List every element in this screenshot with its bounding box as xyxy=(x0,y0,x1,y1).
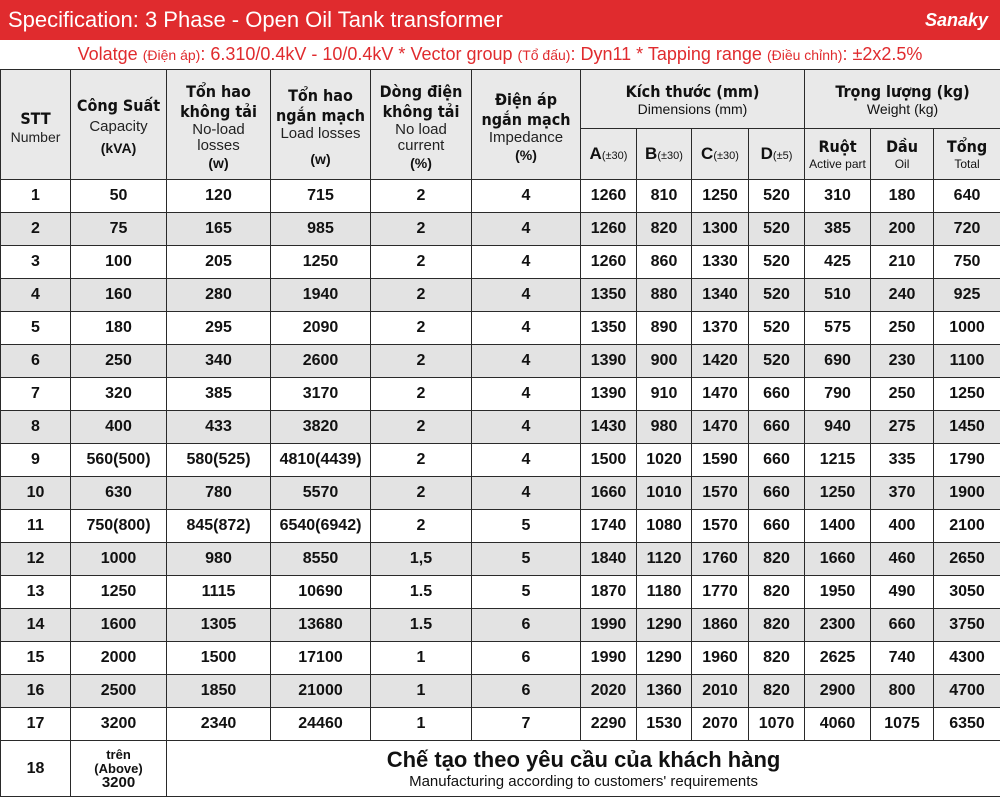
cell-weight-oil: 370 xyxy=(871,477,934,510)
table-row-custom xyxy=(1,741,1000,797)
cell-dim-c: 1370 xyxy=(692,312,749,345)
cell-load-losses: 2090 xyxy=(271,312,371,345)
cell-load-losses: 13680 xyxy=(271,609,371,642)
cell-stt: 8 xyxy=(1,411,71,444)
cell-dim-d: 520 xyxy=(749,279,805,312)
cell-weight-total: 750 xyxy=(934,246,1000,279)
cell-stt: 18 xyxy=(1,741,71,797)
header-dim-c: C(±30) xyxy=(692,129,749,180)
cell-dim-a: 1260 xyxy=(581,180,637,213)
cell-dim-d: 820 xyxy=(749,543,805,576)
cell-weight-oil: 660 xyxy=(871,609,934,642)
cell-dim-d: 1070 xyxy=(749,708,805,741)
cell-stt: 4 xyxy=(1,279,71,312)
cell-dim-b: 1120 xyxy=(637,543,692,576)
header-weight-active: Ruột Active part xyxy=(805,129,871,180)
cell-stt: 9 xyxy=(1,444,71,477)
cell-load-losses: 1250 xyxy=(271,246,371,279)
cell-dim-d: 520 xyxy=(749,345,805,378)
cell-noload-losses: 120 xyxy=(167,180,271,213)
cell-dim-b: 1020 xyxy=(637,444,692,477)
cell-stt: 2 xyxy=(1,213,71,246)
cell-dim-c: 1570 xyxy=(692,477,749,510)
cell-weight-oil: 180 xyxy=(871,180,934,213)
cell-weight-total: 6350 xyxy=(934,708,1000,741)
cell-weight-oil: 740 xyxy=(871,642,934,675)
cell-noload-losses: 980 xyxy=(167,543,271,576)
cell-noload-current: 2 xyxy=(371,180,472,213)
cell-stt: 17 xyxy=(1,708,71,741)
cell-dim-a: 1260 xyxy=(581,246,637,279)
cell-weight-total: 640 xyxy=(934,180,1000,213)
cell-dim-d: 820 xyxy=(749,576,805,609)
cell-dim-c: 2010 xyxy=(692,675,749,708)
cell-dim-a: 2290 xyxy=(581,708,637,741)
cell-dim-d: 520 xyxy=(749,213,805,246)
title-bar xyxy=(0,0,1000,40)
cell-weight-oil: 230 xyxy=(871,345,934,378)
cell-capacity: 1250 xyxy=(71,576,167,609)
custom-manufacturing-note: Chế tạo theo yêu cầu của khách hàng Manufacturing according to customers' requirements xyxy=(167,741,1000,797)
voltage-label: Volatge xyxy=(78,44,138,64)
cell-weight-active: 1400 xyxy=(805,510,871,543)
cell-weight-active: 310 xyxy=(805,180,871,213)
cell-dim-c: 2070 xyxy=(692,708,749,741)
voltage-vn: (Điện áp) xyxy=(143,47,201,63)
cell-impedance: 7 xyxy=(472,708,581,741)
cell-noload-current: 1 xyxy=(371,675,472,708)
cell-load-losses: 17100 xyxy=(271,642,371,675)
cell-noload-losses: 1850 xyxy=(167,675,271,708)
cell-dim-c: 1590 xyxy=(692,444,749,477)
cell-noload-losses: 385 xyxy=(167,378,271,411)
header-impedance: Điện áp ngắn mạch Impedance (%) xyxy=(472,70,581,180)
cell-dim-d: 660 xyxy=(749,378,805,411)
cell-dim-d: 820 xyxy=(749,642,805,675)
cell-dim-a: 1390 xyxy=(581,345,637,378)
cell-impedance: 4 xyxy=(472,477,581,510)
cell-load-losses: 3820 xyxy=(271,411,371,444)
cell-capacity: 560(500) xyxy=(71,444,167,477)
table-row xyxy=(1,708,1000,741)
cell-dim-d: 520 xyxy=(749,246,805,279)
cell-dim-a: 1840 xyxy=(581,543,637,576)
cell-noload-current: 2 xyxy=(371,444,472,477)
cell-capacity: 160 xyxy=(71,279,167,312)
cell-weight-active: 425 xyxy=(805,246,871,279)
cell-load-losses: 2600 xyxy=(271,345,371,378)
cell-load-losses: 10690 xyxy=(271,576,371,609)
cell-dim-b: 980 xyxy=(637,411,692,444)
table-row xyxy=(1,444,1000,477)
cell-dim-b: 1180 xyxy=(637,576,692,609)
cell-dim-a: 1740 xyxy=(581,510,637,543)
cell-noload-current: 2 xyxy=(371,279,472,312)
cell-load-losses: 21000 xyxy=(271,675,371,708)
table-row xyxy=(1,576,1000,609)
cell-dim-a: 1990 xyxy=(581,609,637,642)
cell-dim-a: 2020 xyxy=(581,675,637,708)
cell-weight-total: 4300 xyxy=(934,642,1000,675)
cell-weight-active: 1250 xyxy=(805,477,871,510)
cell-dim-b: 810 xyxy=(637,180,692,213)
cell-dim-b: 1530 xyxy=(637,708,692,741)
cell-noload-losses: 2340 xyxy=(167,708,271,741)
table-row xyxy=(1,180,1000,213)
header-dim-d: D(±5) xyxy=(749,129,805,180)
cell-impedance: 5 xyxy=(472,576,581,609)
cell-capacity: 2000 xyxy=(71,642,167,675)
cell-impedance: 4 xyxy=(472,378,581,411)
cell-noload-current: 2 xyxy=(371,246,472,279)
cell-weight-total: 3050 xyxy=(934,576,1000,609)
spec-subtitle xyxy=(0,40,1000,69)
cell-dim-c: 1470 xyxy=(692,411,749,444)
table-row xyxy=(1,642,1000,675)
cell-noload-current: 2 xyxy=(371,312,472,345)
cell-weight-active: 2900 xyxy=(805,675,871,708)
cell-dim-d: 660 xyxy=(749,510,805,543)
header-dim-a: A(±30) xyxy=(581,129,637,180)
cell-load-losses: 1940 xyxy=(271,279,371,312)
voltage-value: : 6.310/0.4kV - 10/0.4kV * Vector group xyxy=(200,44,512,64)
table-row xyxy=(1,246,1000,279)
header-noload-current: Dòng điện không tải No load current (%) xyxy=(371,70,472,180)
cell-capacity: 630 xyxy=(71,477,167,510)
cell-stt: 11 xyxy=(1,510,71,543)
cell-impedance: 6 xyxy=(472,642,581,675)
cell-noload-losses: 205 xyxy=(167,246,271,279)
table-row xyxy=(1,378,1000,411)
cell-noload-current: 1,5 xyxy=(371,543,472,576)
cell-noload-current: 1 xyxy=(371,642,472,675)
cell-impedance: 4 xyxy=(472,279,581,312)
cell-stt: 16 xyxy=(1,675,71,708)
cell-impedance: 5 xyxy=(472,543,581,576)
cell-noload-current: 1.5 xyxy=(371,609,472,642)
tapping-value: : ±2x2.5% xyxy=(842,44,922,64)
cell-noload-losses: 165 xyxy=(167,213,271,246)
table-row xyxy=(1,543,1000,576)
cell-stt: 3 xyxy=(1,246,71,279)
cell-noload-losses: 280 xyxy=(167,279,271,312)
header-load-losses: Tổn hao ngắn mạch Load losses (w) xyxy=(271,70,371,180)
cell-weight-total: 1000 xyxy=(934,312,1000,345)
cell-noload-losses: 780 xyxy=(167,477,271,510)
header-weight: Trọng lượng (kg) Weight (kg) xyxy=(805,70,1000,129)
cell-dim-c: 1330 xyxy=(692,246,749,279)
cell-weight-active: 1950 xyxy=(805,576,871,609)
cell-stt: 13 xyxy=(1,576,71,609)
header-capacity: Công Suất Capacity (kVA) xyxy=(71,70,167,180)
cell-dim-d: 820 xyxy=(749,675,805,708)
cell-impedance: 4 xyxy=(472,213,581,246)
cell-dim-b: 1010 xyxy=(637,477,692,510)
cell-weight-total: 720 xyxy=(934,213,1000,246)
cell-weight-oil: 400 xyxy=(871,510,934,543)
cell-weight-oil: 250 xyxy=(871,312,934,345)
table-body xyxy=(1,180,1000,797)
cell-noload-losses: 295 xyxy=(167,312,271,345)
cell-weight-active: 1660 xyxy=(805,543,871,576)
cell-capacity: 250 xyxy=(71,345,167,378)
cell-impedance: 4 xyxy=(472,411,581,444)
cell-load-losses: 24460 xyxy=(271,708,371,741)
cell-weight-total: 2100 xyxy=(934,510,1000,543)
cell-dim-c: 1250 xyxy=(692,180,749,213)
cell-weight-oil: 200 xyxy=(871,213,934,246)
cell-impedance: 4 xyxy=(472,312,581,345)
cell-weight-active: 2625 xyxy=(805,642,871,675)
header-noload-losses: Tổn hao không tải No-load losses (w) xyxy=(167,70,271,180)
cell-dim-a: 1350 xyxy=(581,312,637,345)
table-row xyxy=(1,345,1000,378)
cell-weight-total: 1900 xyxy=(934,477,1000,510)
cell-dim-b: 1290 xyxy=(637,642,692,675)
cell-dim-c: 1770 xyxy=(692,576,749,609)
cell-dim-c: 1420 xyxy=(692,345,749,378)
table-row xyxy=(1,312,1000,345)
cell-noload-losses: 340 xyxy=(167,345,271,378)
cell-noload-losses: 1115 xyxy=(167,576,271,609)
cell-stt: 10 xyxy=(1,477,71,510)
cell-weight-active: 790 xyxy=(805,378,871,411)
table-row xyxy=(1,279,1000,312)
cell-dim-a: 1260 xyxy=(581,213,637,246)
cell-dim-a: 1500 xyxy=(581,444,637,477)
cell-dim-c: 1340 xyxy=(692,279,749,312)
cell-weight-active: 575 xyxy=(805,312,871,345)
cell-capacity: 320 xyxy=(71,378,167,411)
cell-weight-total: 2650 xyxy=(934,543,1000,576)
cell-weight-active: 510 xyxy=(805,279,871,312)
cell-dim-a: 1660 xyxy=(581,477,637,510)
cell-stt: 6 xyxy=(1,345,71,378)
cell-weight-active: 385 xyxy=(805,213,871,246)
cell-dim-d: 820 xyxy=(749,609,805,642)
cell-dim-a: 1390 xyxy=(581,378,637,411)
cell-capacity: 400 xyxy=(71,411,167,444)
cell-capacity: 75 xyxy=(71,213,167,246)
cell-stt: 5 xyxy=(1,312,71,345)
cell-dim-b: 1360 xyxy=(637,675,692,708)
spec-table xyxy=(0,69,1000,797)
cell-dim-d: 660 xyxy=(749,477,805,510)
cell-noload-losses: 1305 xyxy=(167,609,271,642)
header-dim-b: B(±30) xyxy=(637,129,692,180)
cell-dim-a: 1430 xyxy=(581,411,637,444)
cell-weight-total: 3750 xyxy=(934,609,1000,642)
header-dimensions: Kích thước (mm) Dimensions (mm) xyxy=(581,70,805,129)
cell-capacity: 1600 xyxy=(71,609,167,642)
cell-dim-c: 1570 xyxy=(692,510,749,543)
cell-weight-oil: 460 xyxy=(871,543,934,576)
cell-dim-b: 1080 xyxy=(637,510,692,543)
cell-stt: 14 xyxy=(1,609,71,642)
cell-dim-d: 660 xyxy=(749,411,805,444)
vector-vn: (Tổ đấu) xyxy=(518,47,571,63)
table-row xyxy=(1,675,1000,708)
cell-noload-current: 1 xyxy=(371,708,472,741)
cell-noload-current: 2 xyxy=(371,345,472,378)
cell-load-losses: 8550 xyxy=(271,543,371,576)
cell-weight-total: 1250 xyxy=(934,378,1000,411)
cell-impedance: 5 xyxy=(472,510,581,543)
cell-capacity: 2500 xyxy=(71,675,167,708)
table-row xyxy=(1,411,1000,444)
cell-weight-oil: 210 xyxy=(871,246,934,279)
cell-dim-c: 1760 xyxy=(692,543,749,576)
cell-weight-active: 940 xyxy=(805,411,871,444)
cell-noload-losses: 580(525) xyxy=(167,444,271,477)
cell-weight-active: 2300 xyxy=(805,609,871,642)
brand-logo: Sanaky xyxy=(925,10,988,31)
cell-stt: 7 xyxy=(1,378,71,411)
page-title: Specification: 3 Phase - Open Oil Tank transformer xyxy=(8,7,503,33)
cell-dim-d: 520 xyxy=(749,312,805,345)
cell-dim-b: 900 xyxy=(637,345,692,378)
cell-weight-oil: 275 xyxy=(871,411,934,444)
cell-dim-a: 1990 xyxy=(581,642,637,675)
cell-weight-oil: 335 xyxy=(871,444,934,477)
cell-weight-total: 4700 xyxy=(934,675,1000,708)
cell-weight-active: 690 xyxy=(805,345,871,378)
cell-noload-current: 1.5 xyxy=(371,576,472,609)
cell-stt: 12 xyxy=(1,543,71,576)
header-weight-total: Tổng Total xyxy=(934,129,1000,180)
cell-stt: 15 xyxy=(1,642,71,675)
cell-weight-active: 4060 xyxy=(805,708,871,741)
cell-dim-b: 860 xyxy=(637,246,692,279)
cell-weight-active: 1215 xyxy=(805,444,871,477)
cell-weight-total: 1100 xyxy=(934,345,1000,378)
cell-dim-b: 890 xyxy=(637,312,692,345)
cell-noload-current: 2 xyxy=(371,411,472,444)
cell-load-losses: 3170 xyxy=(271,378,371,411)
cell-dim-c: 1960 xyxy=(692,642,749,675)
cell-weight-total: 925 xyxy=(934,279,1000,312)
cell-capacity-above: trên (Above) 3200 xyxy=(71,741,167,797)
cell-dim-d: 520 xyxy=(749,180,805,213)
cell-load-losses: 5570 xyxy=(271,477,371,510)
cell-noload-losses: 1500 xyxy=(167,642,271,675)
cell-impedance: 4 xyxy=(472,444,581,477)
cell-impedance: 6 xyxy=(472,609,581,642)
cell-dim-c: 1860 xyxy=(692,609,749,642)
tapping-vn: (Điều chỉnh) xyxy=(767,47,842,63)
cell-impedance: 4 xyxy=(472,345,581,378)
cell-impedance: 4 xyxy=(472,246,581,279)
cell-noload-losses: 433 xyxy=(167,411,271,444)
cell-dim-a: 1350 xyxy=(581,279,637,312)
cell-capacity: 3200 xyxy=(71,708,167,741)
table-row xyxy=(1,510,1000,543)
cell-capacity: 750(800) xyxy=(71,510,167,543)
cell-dim-b: 1290 xyxy=(637,609,692,642)
cell-load-losses: 4810(4439) xyxy=(271,444,371,477)
cell-noload-current: 2 xyxy=(371,378,472,411)
table-row xyxy=(1,477,1000,510)
table-row xyxy=(1,213,1000,246)
cell-load-losses: 985 xyxy=(271,213,371,246)
cell-weight-total: 1450 xyxy=(934,411,1000,444)
cell-load-losses: 6540(6942) xyxy=(271,510,371,543)
cell-dim-c: 1300 xyxy=(692,213,749,246)
cell-capacity: 50 xyxy=(71,180,167,213)
cell-weight-total: 1790 xyxy=(934,444,1000,477)
cell-dim-a: 1870 xyxy=(581,576,637,609)
cell-weight-oil: 1075 xyxy=(871,708,934,741)
cell-weight-oil: 490 xyxy=(871,576,934,609)
header-weight-oil: Dầu Oil xyxy=(871,129,934,180)
cell-weight-oil: 250 xyxy=(871,378,934,411)
cell-stt: 1 xyxy=(1,180,71,213)
header-stt: STT Number xyxy=(1,70,71,180)
cell-noload-current: 2 xyxy=(371,510,472,543)
table-row xyxy=(1,609,1000,642)
vector-value: : Dyn11 * Tapping range xyxy=(570,44,761,64)
cell-capacity: 1000 xyxy=(71,543,167,576)
cell-weight-oil: 240 xyxy=(871,279,934,312)
cell-capacity: 100 xyxy=(71,246,167,279)
cell-impedance: 6 xyxy=(472,675,581,708)
cell-impedance: 4 xyxy=(472,180,581,213)
cell-dim-b: 910 xyxy=(637,378,692,411)
cell-dim-b: 820 xyxy=(637,213,692,246)
cell-capacity: 180 xyxy=(71,312,167,345)
cell-dim-b: 880 xyxy=(637,279,692,312)
cell-weight-oil: 800 xyxy=(871,675,934,708)
cell-dim-d: 660 xyxy=(749,444,805,477)
cell-load-losses: 715 xyxy=(271,180,371,213)
cell-noload-losses: 845(872) xyxy=(167,510,271,543)
cell-dim-c: 1470 xyxy=(692,378,749,411)
cell-noload-current: 2 xyxy=(371,477,472,510)
cell-noload-current: 2 xyxy=(371,213,472,246)
